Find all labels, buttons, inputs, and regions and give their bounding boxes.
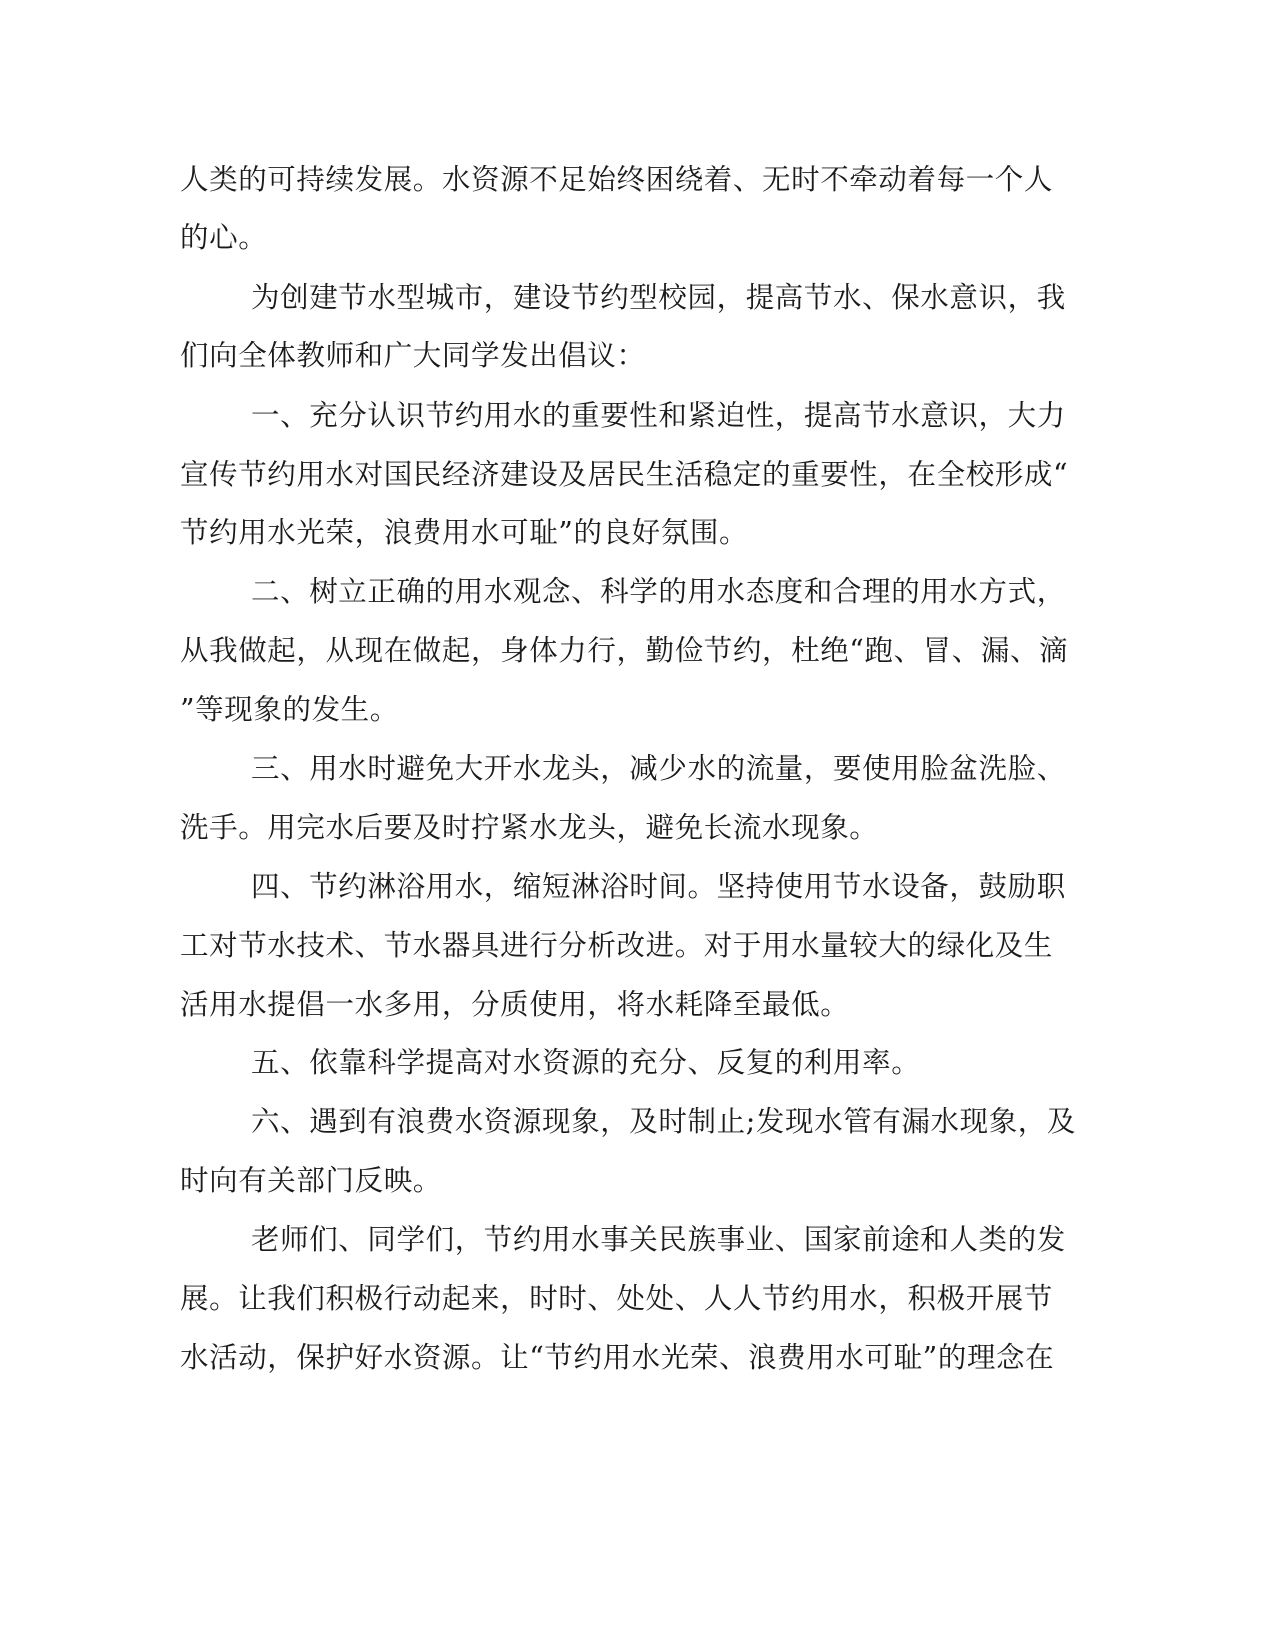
paragraph-first-line: 二、树立正确的用水观念、科学的用水态度和合理的用水方式，	[251, 575, 1066, 608]
text-line: 水活动，保护好水资源。让“节约用水光荣、浪费用水可耻”的理念在	[180, 1341, 1055, 1374]
text-line: 展。让我们积极行动起来，时时、处处、人人节约用水，积极开展节	[180, 1282, 1054, 1315]
text-line: 们向全体教师和广大同学发出倡议：	[180, 339, 646, 372]
text-line: ”等现象的发生。	[180, 693, 399, 726]
text-line: 节约用水光荣，浪费用水可耻”的良好氛围。	[180, 516, 749, 549]
text-line: 工对节水技术、节水器具进行分析改进。对于用水量较大的绿化及生	[180, 929, 1054, 962]
paragraph-first-line: 老师们、同学们，节约用水事关民族事业、国家前途和人类的发	[251, 1223, 1066, 1256]
text-line: 活用水提倡一水多用，分质使用，将水耗降至最低。	[180, 988, 850, 1021]
text-line: 人类的可持续发展。水资源不足始终困绕着、无时不牵动着每一个人	[180, 163, 1054, 196]
paragraph-first-line: 一、充分认识节约用水的重要性和紧迫性，提高节水意识，大力	[251, 399, 1066, 432]
paragraph-first-line: 为创建节水型城市，建设节约型校园，提高节水、保水意识，我	[251, 281, 1066, 314]
text-line: 宣传节约用水对国民经济建设及居民生活稳定的重要性，在全校形成“	[180, 458, 1069, 491]
text-line: 的心。	[180, 221, 268, 254]
text-line: 时向有关部门反映。	[180, 1164, 442, 1197]
text-line: 从我做起，从现在做起，身体力行，勤俭节约，杜绝“跑、冒、漏、滴	[180, 634, 1069, 667]
paragraph-first-line: 六、遇到有浪费水资源现象，及时制止;发现水管有漏水现象，及	[251, 1105, 1077, 1138]
text-line: 洗手。用完水后要及时拧紧水龙头，避免长流水现象。	[180, 811, 879, 844]
paragraph-first-line: 三、用水时避免大开水龙头，减少水的流量，要使用脸盆洗脸、	[251, 752, 1066, 785]
paragraph-first-line: 五、依靠科学提高对水资源的充分、反复的利用率。	[251, 1046, 921, 1079]
paragraph-first-line: 四、节约淋浴用水，缩短淋浴时间。坚持使用节水设备，鼓励职	[251, 870, 1066, 903]
